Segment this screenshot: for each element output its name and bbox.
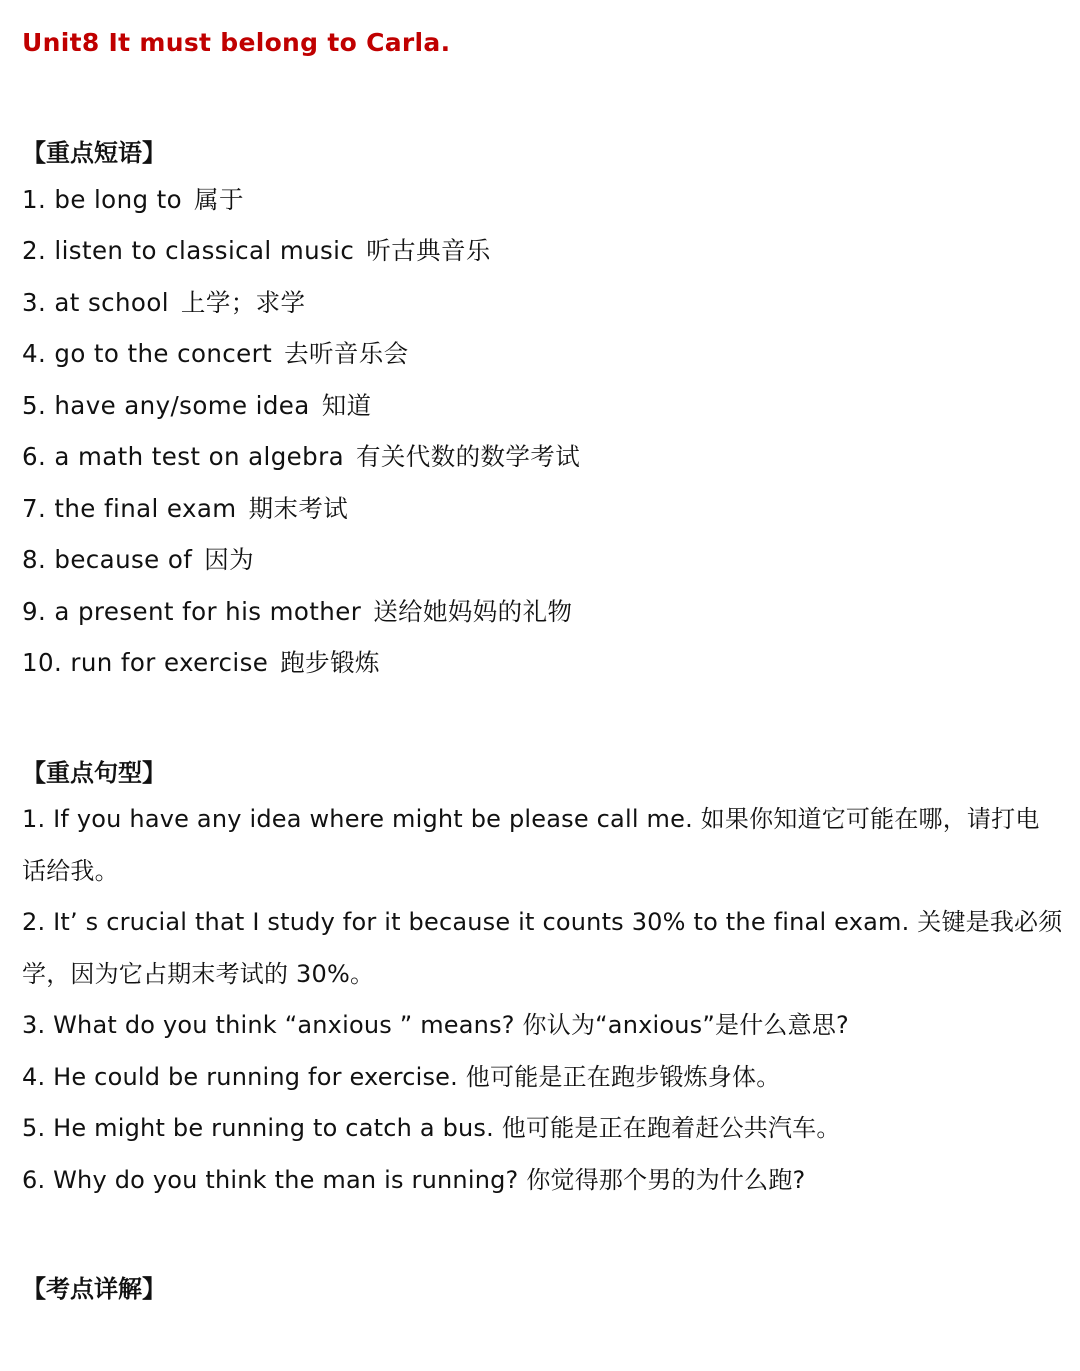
phrase-item	[22, 339, 409, 369]
phrase-chinese: 因为	[204, 545, 255, 574]
phrase-item	[22, 442, 580, 472]
phrase-item	[22, 288, 305, 318]
sentence-line: 6. Why do you think the man is running? 你觉得那个男的为什么跑?	[22, 1166, 806, 1194]
sentences-heading: 【重点句型】	[22, 759, 166, 787]
phrase-chinese: 跑步锻炼	[280, 648, 380, 677]
phrase-item	[22, 391, 372, 421]
unit-title: Unit8 It must belong to Carla.	[22, 28, 451, 57]
phrase-chinese: 有关代数的数学考试	[356, 442, 581, 471]
phrase-chinese: 知道	[321, 391, 372, 420]
phrase-item	[22, 494, 348, 524]
phrase-english: 3. at school	[22, 288, 169, 317]
phrase-chinese: 上学；求学	[180, 288, 306, 317]
phrase-english: 6. a math test on algebra	[22, 442, 344, 471]
sentence-line: 话给我。	[22, 857, 119, 885]
phrases-heading: 【重点短语】	[22, 139, 166, 167]
phrase-english: 2. listen to classical music	[22, 236, 355, 265]
sentence-line: 4. He could be running for exercise. 他可能是正在跑步锻炼身体。	[22, 1063, 781, 1091]
phrase-chinese: 去听音乐会	[284, 339, 409, 368]
phrase-chinese: 期末考试	[248, 494, 349, 523]
phrase-english: 1. be long to	[22, 185, 183, 214]
phrase-item	[22, 236, 491, 266]
phrase-item	[22, 185, 244, 215]
details-heading: 【考点详解】	[22, 1275, 166, 1303]
sentence-line: 学，因为它占期末考试的 30%。	[22, 960, 375, 988]
sentence-line: 5. He might be running to catch a bus. 他可能是正在跑着赶公共汽车。	[22, 1114, 841, 1142]
phrase-english: 7. the final exam	[22, 494, 237, 523]
phrase-english: 5. have any/some idea	[22, 391, 310, 420]
phrase-item	[22, 597, 572, 627]
phrase-english: 9. a present for his mother	[22, 597, 362, 626]
phrase-english: 8. because of	[22, 545, 193, 574]
sentence-line: 2. It’ s crucial that I study for it because it counts 30% to the final exam. 关键是我必须	[22, 908, 1063, 936]
phrase-english: 4. go to the concert	[22, 339, 273, 368]
phrase-english: 10. run for exercise	[22, 648, 269, 677]
sentence-line: 1. If you have any idea where might be please call me. 如果你知道它可能在哪，请打电	[22, 805, 1040, 833]
phrase-chinese: 属于	[194, 185, 244, 214]
phrase-chinese: 听古典音乐	[366, 236, 491, 265]
phrase-item	[22, 545, 254, 575]
phrase-chinese: 送给她妈妈的礼物	[373, 597, 573, 626]
phrase-item	[22, 648, 380, 678]
sentence-line: 3. What do you think “anxious ” means? 你认为“anxious”是什么意思?	[22, 1011, 849, 1039]
